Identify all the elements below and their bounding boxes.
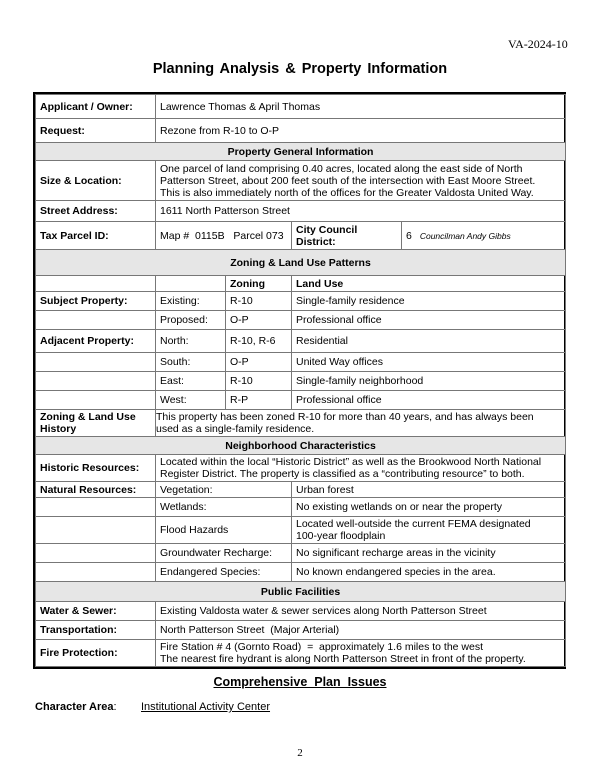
land-use-cell: Professional office (292, 391, 566, 410)
comprehensive-plan-heading (0, 675, 600, 689)
land-use-cell: Professional office (292, 311, 566, 330)
page-number: 2 (297, 747, 303, 759)
empty-cell (36, 311, 156, 330)
natural-groundwater-row (36, 544, 566, 563)
section-header-public-facilities: Public Facilities (36, 582, 566, 602)
request-value: Rezone from R-10 to O-P (156, 119, 566, 143)
land-use-cell: Residential (292, 330, 566, 353)
history-label-line: History (40, 423, 77, 435)
historic-row (36, 455, 566, 482)
history-label (36, 410, 156, 437)
history-line: used as a single-family residence. (156, 423, 315, 435)
council-district-number: 6 (406, 229, 412, 242)
natural-value: Urban forest (292, 482, 566, 498)
natural-key: Groundwater Recharge: (156, 544, 292, 563)
request-label: Request: (36, 119, 156, 143)
empty-cell (36, 563, 156, 582)
natural-endangered-row (36, 563, 566, 582)
adjacent-south-row (36, 353, 566, 372)
land-use-cell: Single-family neighborhood (292, 372, 566, 391)
zoning-cell: R-10 (226, 372, 292, 391)
direction-cell: Existing: (156, 292, 226, 311)
empty-cell (36, 276, 156, 292)
natural-key: Vegetation: (156, 482, 292, 498)
zoning-cell: R-10 (226, 292, 292, 311)
history-row (36, 410, 566, 437)
land-use-cell: United Way offices (292, 353, 566, 372)
street-address-value: 1611 North Patterson Street (156, 201, 566, 222)
document-id: VA-2024-10 (508, 37, 568, 51)
history-label-line: Zoning & Land Use (40, 411, 136, 423)
zoning-cell: O-P (226, 311, 292, 330)
natural-value-line: 100-year floodplain (296, 530, 386, 542)
street-address-row (36, 201, 566, 222)
councilman-name: Councilman Andy Gibbs (419, 230, 511, 241)
empty-cell (36, 391, 156, 410)
zoning-cell: R-P (226, 391, 292, 410)
empty-cell (36, 517, 156, 544)
comprehensive-plan-heading-text: Comprehensive Plan Issues (213, 675, 387, 689)
section-header-zoning: Zoning & Land Use Patterns (36, 250, 566, 276)
natural-value: No significant recharge areas in the vicinity (292, 544, 566, 563)
tax-parcel-row (36, 222, 566, 250)
section-header-neighborhood: Neighborhood Characteristics (36, 437, 566, 455)
history-line: This property has been zoned R-10 for more than 40 years, and has always been (156, 411, 534, 423)
zoning-column-header: Zoning (226, 276, 292, 292)
applicant-label: Applicant / Owner: (36, 95, 156, 119)
natural-flood-row (36, 517, 566, 544)
natural-wetlands-row (36, 498, 566, 517)
size-location-row (36, 161, 566, 201)
zoning-column-headers (36, 276, 566, 292)
section-header-property-general: Property General Information (36, 143, 566, 161)
subject-property-label: Subject Property: (36, 292, 156, 311)
direction-cell: South: (156, 353, 226, 372)
natural-vegetation-row (36, 482, 566, 498)
adjacent-property-label: Adjacent Property: (36, 330, 156, 353)
natural-value (292, 517, 566, 544)
water-sewer-value: Existing Valdosta water & sewer services along North Patterson Street (156, 602, 566, 621)
water-sewer-label: Water & Sewer: (36, 602, 156, 621)
council-district-label: City Council District: (292, 222, 402, 250)
street-address-label: Street Address: (36, 201, 156, 222)
character-area-colon: : (113, 701, 117, 713)
size-location-value (156, 161, 566, 201)
size-location-line: One parcel of land comprising 0.40 acres, located along the east side of North (160, 162, 523, 175)
fire-line: The nearest fire hydrant is along North Patterson Street in front of the property. (160, 653, 526, 665)
property-info-table (33, 92, 566, 669)
empty-cell (156, 276, 226, 292)
historic-resources-value (156, 455, 566, 482)
applicant-value: Lawrence Thomas & April Thomas (156, 95, 566, 119)
historic-line: Register District. The property is classified as a “contributing resource” to both. (160, 468, 525, 480)
fire-protection-row (36, 640, 566, 667)
page-title: Planning Analysis & Property Information (152, 61, 448, 77)
size-location-line: Patterson Street, about 200 feet south of the intersection with East Moore Street. (160, 174, 536, 187)
land-use-column-header: Land Use (292, 276, 566, 292)
natural-key: Endangered Species: (156, 563, 292, 582)
natural-key: Wetlands: (156, 498, 292, 517)
adjacent-west-row (36, 391, 566, 410)
character-area (35, 701, 271, 713)
natural-key: Flood Hazards (156, 517, 292, 544)
transportation-label: Transportation: (36, 621, 156, 640)
fire-line: Fire Station # 4 (Gornto Road) = approximately 1.6 miles to the west (160, 641, 484, 653)
subject-proposed-row (36, 311, 566, 330)
fire-protection-label: Fire Protection: (36, 640, 156, 667)
council-district-value (402, 222, 566, 250)
land-use-cell: Single-family residence (292, 292, 566, 311)
subject-existing-row (36, 292, 566, 311)
zoning-cell: O-P (226, 353, 292, 372)
adjacent-east-row (36, 372, 566, 391)
fire-protection-value (156, 640, 566, 667)
tax-parcel-label: Tax Parcel ID: (36, 222, 156, 250)
water-sewer-row (36, 602, 566, 621)
empty-cell (36, 544, 156, 563)
applicant-row (36, 95, 566, 119)
zoning-cell: R-10, R-6 (226, 330, 292, 353)
empty-cell (36, 372, 156, 391)
character-area-value: Institutional Activity Center (141, 701, 271, 713)
adjacent-north-row (36, 330, 566, 353)
direction-cell: East: (156, 372, 226, 391)
direction-cell: Proposed: (156, 311, 226, 330)
natural-value-line: Located well-outside the current FEMA designated (296, 518, 531, 530)
natural-value: No known endangered species in the area. (292, 563, 566, 582)
request-row (36, 119, 566, 143)
direction-cell: North: (156, 330, 226, 353)
natural-value: No existing wetlands on or near the property (292, 498, 566, 517)
empty-cell (36, 353, 156, 372)
historic-resources-label: Historic Resources: (36, 455, 156, 482)
character-area-label: Character Area (35, 701, 114, 713)
historic-line: Located within the local “Historic District” as well as the Brookwood North National (160, 456, 542, 468)
history-value (156, 410, 566, 437)
transportation-value: North Patterson Street (Major Arterial) (156, 621, 566, 640)
empty-cell (36, 498, 156, 517)
transportation-row (36, 621, 566, 640)
direction-cell: West: (156, 391, 226, 410)
size-location-line: This is also immediately north of the offices for the Greater Valdosta United Way. (160, 186, 534, 199)
tax-parcel-value: Map # 0115B Parcel 073 (156, 222, 292, 250)
size-location-label: Size & Location: (36, 161, 156, 201)
natural-resources-label: Natural Resources: (36, 482, 156, 498)
